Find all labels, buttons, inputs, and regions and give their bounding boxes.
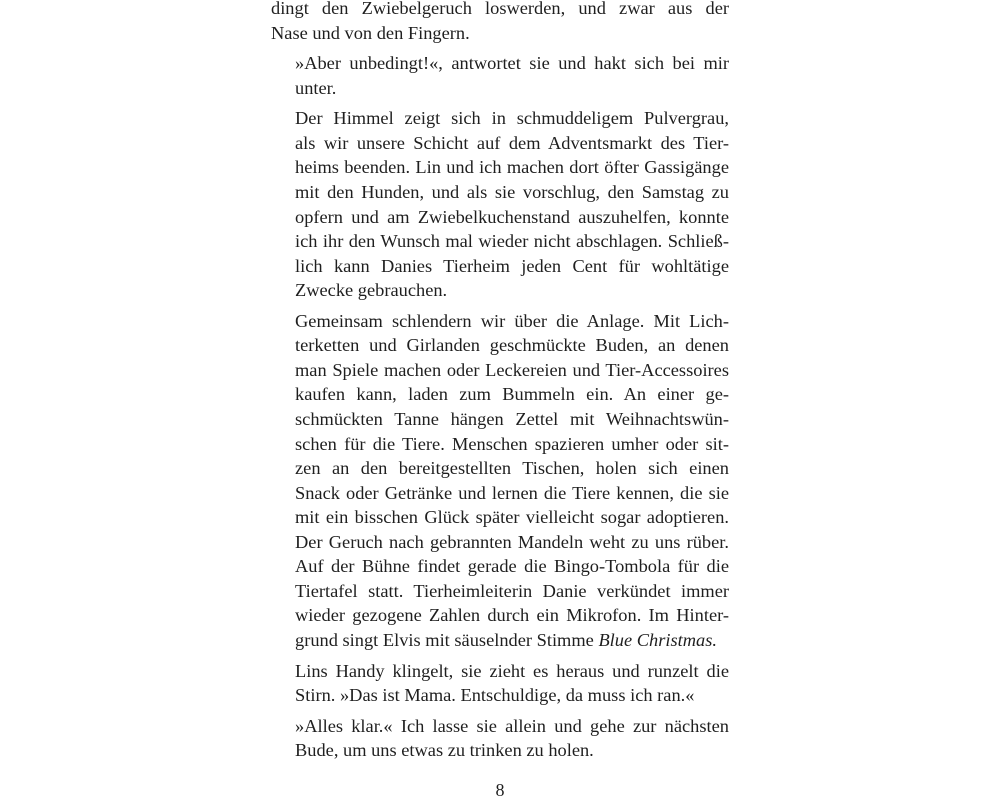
paragraph-4 bbox=[271, 309, 729, 653]
paragraph-5 bbox=[271, 659, 729, 708]
text-line: schmückten Tanne hängen Zettel mit Weihnachtswün- bbox=[295, 409, 729, 430]
paragraph-2 bbox=[271, 51, 729, 100]
text-line bbox=[271, 628, 729, 653]
book-page bbox=[271, 0, 729, 800]
text-line: Der Geruch nach gebrannten Mandeln weht zu uns rüber. bbox=[295, 531, 729, 552]
text-line: mit ein bisschen Glück später vielleicht sogar adoptieren. bbox=[295, 507, 729, 528]
text-line: zen an den bereitgestellten Tischen, holen sich einen bbox=[295, 458, 729, 479]
text-line: als wir unsere Schicht auf dem Adventsmarkt des Tier- bbox=[295, 132, 729, 153]
text-line: Auf der Bühne findet gerade die Bingo-Tombola für die bbox=[295, 556, 729, 577]
text-segment: grund singt Elvis mit säuselnder Stimme bbox=[295, 629, 599, 650]
text-column bbox=[271, 0, 729, 763]
text-line: ich ihr den Wunsch mal wieder nicht abschlagen. Schließ- bbox=[295, 231, 729, 252]
text-line: mit den Hunden, und als sie vorschlug, den Samstag zu bbox=[295, 182, 729, 203]
text-line: unter. bbox=[295, 77, 337, 98]
text-line: Bude, um uns etwas zu trinken zu holen. bbox=[295, 740, 594, 761]
text-line: Stirn. »Das ist Mama. Entschuldige, da muss ich ran.« bbox=[295, 685, 695, 706]
text-line: kaufen kann, laden zum Bummeln ein. An einer ge- bbox=[295, 384, 729, 405]
text-line: terketten und Girlanden geschmückte Buden, an denen bbox=[295, 335, 729, 356]
paragraph-6 bbox=[271, 714, 729, 763]
text-line: Lins Handy klingelt, sie zieht es heraus und runzelt die bbox=[295, 660, 729, 681]
text-line: Tiertafel statt. Tierheimleiterin Danie verkündet immer bbox=[295, 580, 729, 601]
text-line: lich kann Danies Tierheim jeden Cent für wohltätige bbox=[295, 255, 729, 276]
paragraph-3 bbox=[271, 106, 729, 302]
text-line: wieder gezogene Zahlen durch ein Mikrofon. Im Hinter- bbox=[295, 605, 729, 626]
text-line: »Aber unbedingt!«, antwortet sie und hakt sich bei mir bbox=[295, 53, 729, 74]
text-line: Zwecke gebrauchen. bbox=[295, 280, 448, 301]
text-line: Der Himmel zeigt sich in schmuddeligem Pulvergrau, bbox=[295, 108, 729, 129]
text-line: Nase und von den Fingern. bbox=[271, 22, 470, 43]
text-line: opfern und am Zwiebelkuchenstand auszuhelfen, konnte bbox=[295, 206, 729, 227]
song-title: Blue Christmas. bbox=[598, 629, 717, 650]
page-number: 8 bbox=[495, 780, 505, 800]
text-line: schen für die Tiere. Menschen spazieren umher oder sit- bbox=[295, 433, 729, 454]
text-line: man Spiele machen oder Leckereien und Tier-Accessoires bbox=[295, 359, 729, 380]
text-line: Gemeinsam schlendern wir über die Anlage. Mit Lich- bbox=[295, 310, 729, 331]
paragraph-1 bbox=[271, 0, 729, 45]
text-line: dingt den Zwiebelgeruch loswerden, und zwar aus der bbox=[271, 0, 729, 18]
text-line: »Alles klar.« Ich lasse sie allein und gehe zur nächsten bbox=[295, 715, 729, 736]
text-line: heims beenden. Lin und ich machen dort öfter Gassigänge bbox=[295, 157, 729, 178]
text-line: Snack oder Getränke und lernen die Tiere kennen, die sie bbox=[295, 482, 729, 503]
